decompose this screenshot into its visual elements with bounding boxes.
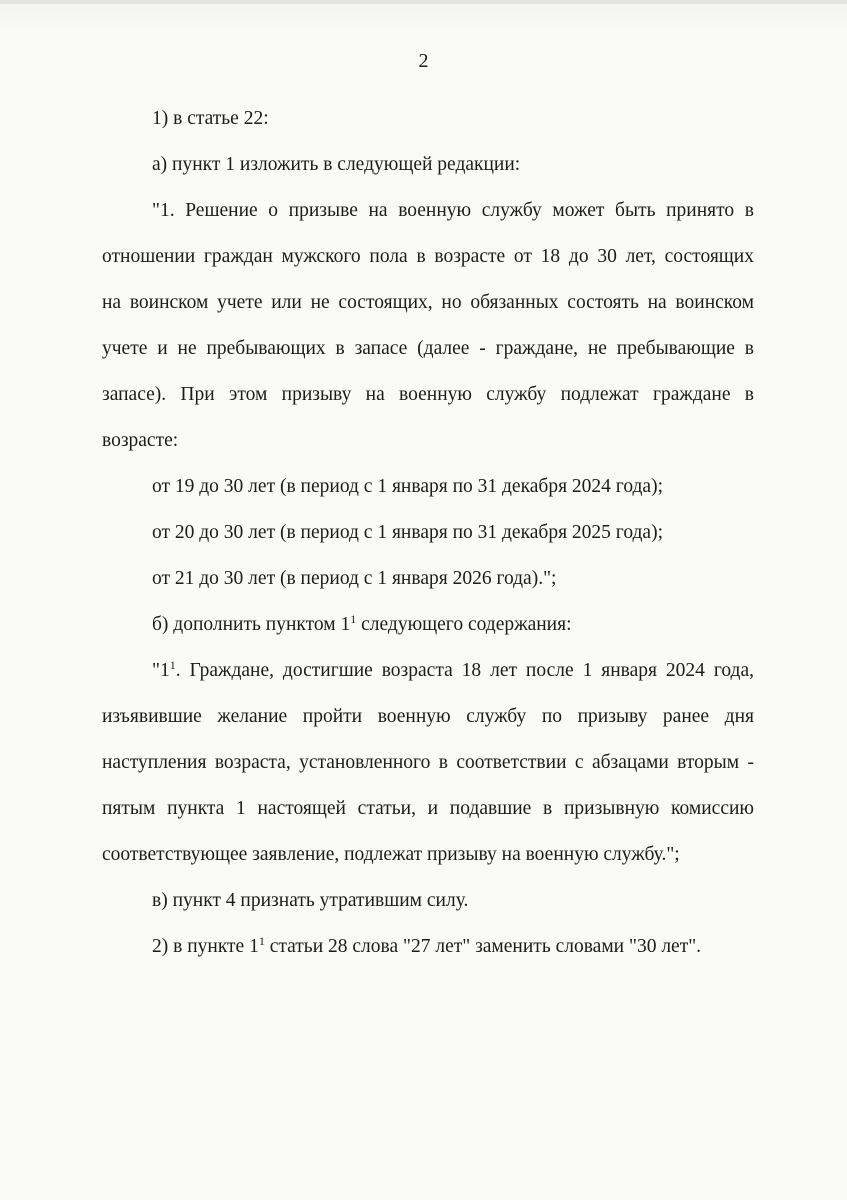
paragraph-point-1-1-text bbox=[102, 648, 754, 878]
text-line: на воинском учете или не состоящих, но обязанных состоять на воинском bbox=[102, 292, 754, 313]
text-span: 2) в пункте 1 bbox=[152, 936, 259, 957]
text-line: изъявившие желание пройти военную службу по призыву ранее дня bbox=[102, 706, 754, 727]
text-line: соответствующее заявление, подлежат призыву на военную службу."; bbox=[102, 844, 680, 865]
superscript: 1 bbox=[258, 934, 265, 948]
text-line bbox=[102, 648, 754, 694]
text-line: учете и не пребывающих в запасе (далее - граждане, не пребывающие в bbox=[102, 338, 754, 359]
age-range-2026: от 21 до 30 лет (в период с 1 января 2026 года)."; bbox=[152, 568, 557, 589]
page-number: 2 bbox=[418, 50, 429, 72]
age-range-2024: от 19 до 30 лет (в период с 1 января по 31 декабря 2024 года); bbox=[152, 476, 663, 497]
paragraph-point-1-text bbox=[102, 188, 754, 464]
age-range-2025: от 20 до 30 лет (в период с 1 января по 31 декабря 2025 года); bbox=[152, 522, 663, 543]
superscript: 1 bbox=[350, 612, 357, 626]
text-line: пятым пункта 1 настоящей статьи, и подавшие в призывную комиссию bbox=[102, 798, 754, 819]
paragraph-article-28 bbox=[102, 924, 754, 970]
text-line: "1. Решение о призыве на военную службу может быть принято в bbox=[152, 200, 754, 221]
text-span: статьи 28 слова "27 лет" заменить словами "30 лет". bbox=[264, 936, 702, 957]
text-line: отношении граждан мужского пола в возрасте от 18 до 30 лет, состоящих bbox=[102, 246, 754, 267]
scan-top-edge bbox=[0, 0, 847, 4]
text-span: следующего содержания: bbox=[356, 614, 572, 635]
text-span: "1 bbox=[152, 660, 170, 681]
text-span: б) дополнить пунктом 1 bbox=[152, 614, 351, 635]
superscript: 1 bbox=[169, 658, 176, 672]
text-span: . Граждане, достигшие возраста 18 лет после 1 января 2024 года, bbox=[175, 660, 754, 681]
text-line: наступления возраста, установленного в соответствии с абзацами вторым - bbox=[102, 752, 754, 773]
paragraph-item-a: а) пункт 1 изложить в следующей редакции: bbox=[152, 154, 521, 175]
document-body bbox=[102, 96, 754, 970]
paragraph-article-22: 1) в статье 22: bbox=[152, 108, 269, 129]
text-line: запасе). При этом призыву на военную службу подлежат граждане в bbox=[102, 384, 754, 405]
text-line: возрасте: bbox=[102, 430, 179, 451]
paragraph-item-v: в) пункт 4 признать утратившим силу. bbox=[152, 890, 469, 911]
paragraph-item-b bbox=[102, 602, 754, 648]
